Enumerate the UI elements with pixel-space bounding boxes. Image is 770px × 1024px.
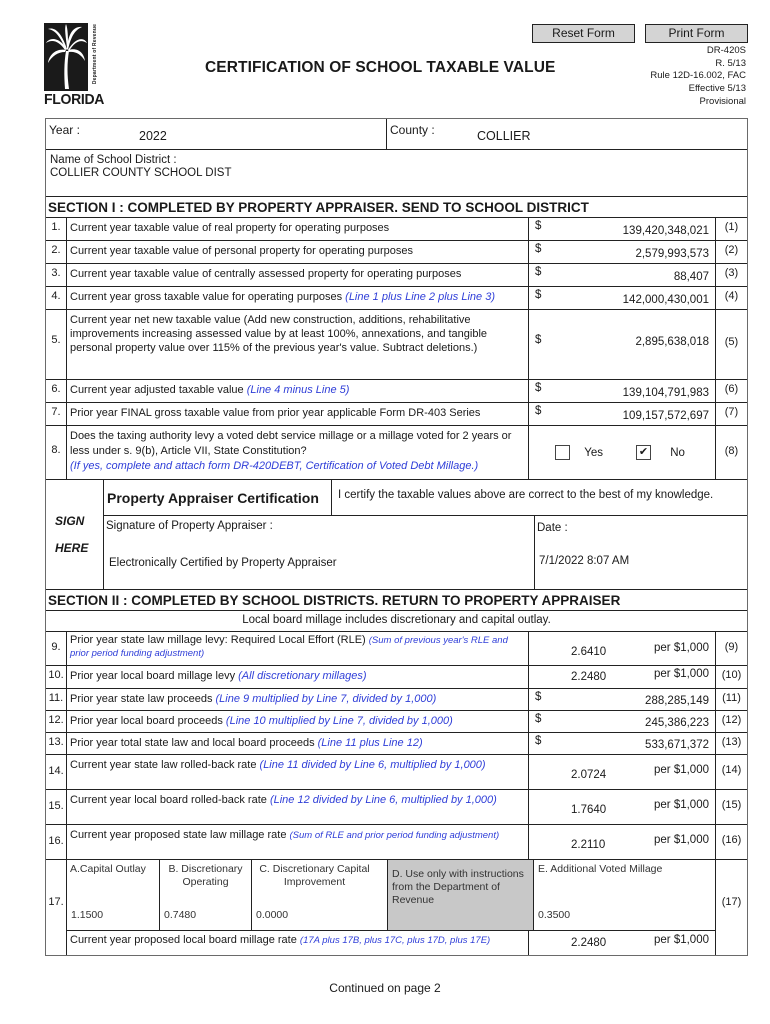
line-number: 1. xyxy=(51,221,61,233)
line-17-total-field[interactable]: 2.2480 per $1,000 xyxy=(528,931,715,955)
line-1-value-field[interactable]: $ 139,420,348,021 xyxy=(528,218,715,240)
voted-debt-choice xyxy=(528,426,715,479)
line-description: Current year taxable value of real property for operating purposes xyxy=(66,218,528,240)
year-label: Year : xyxy=(49,123,80,137)
form-rule: Rule 12D-16.002, FAC xyxy=(650,70,746,82)
line-description: Prior year state law proceeds (Line 9 multiplied by Line 7, divided by 1,000) xyxy=(66,689,528,710)
line-16-row xyxy=(46,825,747,860)
district-label: Name of School District : xyxy=(50,154,177,166)
line-number: 7. xyxy=(51,406,61,418)
line-number: 11. xyxy=(48,692,64,704)
line-number: 15. xyxy=(48,800,64,812)
line-15-value-field[interactable]: 1.7640 per $1,000 xyxy=(528,790,715,824)
line-ref: (5) xyxy=(715,310,747,379)
line-number: 14. xyxy=(48,765,64,777)
yes-option[interactable]: Yes xyxy=(555,445,603,460)
reset-form-button[interactable]: Reset Form xyxy=(532,24,635,43)
section-1-heading: SECTION I : COMPLETED BY PROPERTY APPRAISER. SEND TO SCHOOL DISTRICT xyxy=(46,197,747,218)
line-number: 10. xyxy=(48,669,64,681)
line-number: 6. xyxy=(51,383,61,395)
line-17-total-description: Current year proposed local board millage rate (17A plus 17B, plus 17C, plus 17D, plus 17E) xyxy=(70,934,491,946)
florida-dor-logo xyxy=(44,23,105,108)
line-ref: (6) xyxy=(715,380,747,402)
line-ref: (17) xyxy=(715,860,747,955)
line-ref: (14) xyxy=(715,755,747,789)
school-district-field[interactable] xyxy=(46,150,747,197)
line-2-value-field[interactable]: $ 2,579,993,573 xyxy=(528,241,715,263)
form-number: DR-420S xyxy=(706,45,746,56)
line-description: Prior year total state law and local board proceeds (Line 11 plus Line 12) xyxy=(66,733,528,754)
line-ref: (1) xyxy=(715,218,747,240)
line-5-row xyxy=(46,310,747,380)
line-ref: (7) xyxy=(715,403,747,425)
line-ref: (16) xyxy=(715,825,747,859)
section-2-note: Local board millage includes discretionary and capital outlay. xyxy=(46,611,747,632)
line-14-value-field[interactable]: 2.0724 per $1,000 xyxy=(528,755,715,789)
discretionary-capital-value: 0.0000 xyxy=(256,909,289,921)
line-10-value-field[interactable]: 2.2480 per $1,000 xyxy=(528,666,715,688)
line-description: Does the taxing authority levy a voted debt service millage or a millage voted for 2 years or less under s. 9(b), Article VII, State Constitution? (If yes, complete and attach form DR-420DEBT, Certification of Voted Debt Millage.) xyxy=(66,426,528,479)
print-form-button[interactable]: Print Form xyxy=(645,24,748,43)
line-ref: (15) xyxy=(715,790,747,824)
line-14-row xyxy=(46,755,747,790)
line-description: Current year gross taxable value for operating purposes (Line 1 plus Line 2 plus Line 3) xyxy=(66,287,528,309)
line-7-row xyxy=(46,403,747,426)
line-4-value-field[interactable]: $ 142,000,430,001 xyxy=(528,287,715,309)
line-8-row xyxy=(46,426,747,480)
line-description: Current year net new taxable value (Add new construction, additions, rehabilitative improvements increasing assessed value by at least 100%, annexations, and tangible personal property value over 115% of the previous year's value. Subtract deletions.) xyxy=(66,310,528,379)
sign-here-label: SIGN HERE xyxy=(55,514,89,555)
line-ref: (9) xyxy=(715,632,747,665)
line-number: 5. xyxy=(51,334,61,346)
dor-only-field: D. Use only with instructions from the Department of Revenue xyxy=(387,860,533,930)
line-number: 17. xyxy=(48,896,64,908)
county-label: County : xyxy=(390,123,435,137)
line-ref: (8) xyxy=(715,426,747,479)
line-description: Current year local board rolled-back rate (Line 12 divided by Line 6, multiplied by 1,000) xyxy=(66,790,528,824)
line-description: Prior year local board millage levy (All discretionary millages) xyxy=(66,666,528,688)
additional-voted-millage-value: 0.3500 xyxy=(538,909,571,921)
line-11-value-field[interactable]: $ 288,285,149 xyxy=(528,689,715,710)
line-7-value-field[interactable]: $ 109,157,572,697 xyxy=(528,403,715,425)
discretionary-capital-field[interactable]: C. Discretionary Capital Improvement 0.0000 xyxy=(251,860,387,930)
form-id-block xyxy=(650,45,746,109)
line-description: Prior year state law millage levy: Required Local Effort (RLE) (Sum of previous year's RLE and prior period funding adjustment) xyxy=(66,632,528,665)
line-13-row xyxy=(46,733,747,755)
yes-checkbox[interactable] xyxy=(555,445,570,460)
line-12-row xyxy=(46,711,747,733)
continued-note: Continued on page 2 xyxy=(329,981,441,995)
line-ref: (4) xyxy=(715,287,747,309)
date-label: Date : xyxy=(537,522,568,534)
capital-outlay-value: 1.1500 xyxy=(71,909,104,921)
line-15-row xyxy=(46,790,747,825)
county-value: COLLIER xyxy=(477,129,531,143)
line-description: Current year taxable value of personal property for operating purposes xyxy=(66,241,528,263)
certification-block xyxy=(46,480,747,590)
line-ref: (11) xyxy=(715,689,747,710)
certification-content xyxy=(103,480,747,589)
line-6-row xyxy=(46,380,747,403)
line-9-row xyxy=(46,632,747,666)
form-status: Provisional xyxy=(699,95,746,107)
discretionary-operating-field[interactable]: B. Discretionary Operating 0.7480 xyxy=(159,860,251,930)
line-description: Current year adjusted taxable value (Line 4 minus Line 5) xyxy=(66,380,528,402)
county-field[interactable] xyxy=(386,119,747,149)
no-option[interactable]: ✔ No xyxy=(636,445,685,460)
line-3-value-field[interactable]: $ 88,407 xyxy=(528,264,715,286)
section-2-heading: SECTION II : COMPLETED BY SCHOOL DISTRICTS. RETURN TO PROPERTY APPRAISER xyxy=(46,590,747,611)
line-ref: (2) xyxy=(715,241,747,263)
line-description: Current year taxable value of centrally assessed property for operating purposes xyxy=(66,264,528,286)
line-17-content xyxy=(66,860,715,955)
line-16-value-field[interactable]: 2.2110 per $1,000 xyxy=(528,825,715,859)
line-ref: (3) xyxy=(715,264,747,286)
line-number: 2. xyxy=(51,244,61,256)
signature-label: Signature of Property Appraiser : xyxy=(106,520,273,532)
certification-form xyxy=(45,118,748,956)
page-title: CERTIFICATION OF SCHOOL TAXABLE VALUE xyxy=(205,59,556,76)
line-3-row xyxy=(46,264,747,287)
line-number: 12. xyxy=(48,714,64,726)
line-description: Current year proposed state law millage rate (Sum of RLE and prior period funding adjustment) xyxy=(66,825,528,859)
line-number: 4. xyxy=(51,290,61,302)
additional-voted-millage-field[interactable]: E. Additional Voted Millage 0.3500 xyxy=(533,860,715,930)
line-4-row xyxy=(46,287,747,310)
line-ref: (12) xyxy=(715,711,747,732)
year-field[interactable] xyxy=(46,119,386,149)
line-description: Prior year FINAL gross taxable value from prior year applicable Form DR-403 Series xyxy=(66,403,528,425)
line-1-row xyxy=(46,218,747,241)
form-effective: Effective 5/13 xyxy=(688,83,746,95)
line-number: 16. xyxy=(48,835,64,847)
signature-field[interactable] xyxy=(104,516,534,589)
certification-statement: I certify the taxable values above are correct to the best of my knowledge. xyxy=(331,480,747,515)
line-number: 13. xyxy=(48,736,64,748)
no-checkbox[interactable] xyxy=(636,445,651,460)
line-number: 9. xyxy=(51,641,61,653)
district-value: COLLIER COUNTY SCHOOL DIST xyxy=(50,167,232,179)
line-13-value-field[interactable]: $ 533,671,372 xyxy=(528,733,715,754)
line-ref: (13) xyxy=(715,733,747,754)
line-number: 8. xyxy=(51,444,61,456)
line-ref: (10) xyxy=(715,666,747,688)
line-description: Prior year local board proceeds (Line 10 multiplied by Line 7, divided by 1,000) xyxy=(66,711,528,732)
line-12-value-field[interactable]: $ 245,386,223 xyxy=(528,711,715,732)
logo-state-text: FLORIDA xyxy=(44,90,105,108)
capital-outlay-field[interactable]: A.Capital Outlay 1.1500 xyxy=(70,863,146,921)
line-2-row xyxy=(46,241,747,264)
year-value: 2022 xyxy=(139,129,167,143)
line-9-value-field[interactable]: 2.6410 per $1,000 xyxy=(528,632,715,665)
line-description: Current year state law rolled-back rate (Line 11 divided by Line 6, multiplied by 1,000) xyxy=(66,755,528,789)
line-5-value-field[interactable]: $ 2,895,638,018 xyxy=(528,310,715,379)
form-revision: R. 5/13 xyxy=(715,57,746,69)
date-value: 7/1/2022 8:07 AM xyxy=(539,555,630,567)
line-11-row xyxy=(46,689,747,711)
logo-agency-text: Department of Revenue xyxy=(92,23,98,85)
year-county-row xyxy=(46,119,747,150)
certification-title: Property Appraiser Certification xyxy=(107,490,319,506)
date-field[interactable] xyxy=(534,516,747,589)
line-number: 3. xyxy=(51,267,61,279)
discretionary-operating-value: 0.7480 xyxy=(164,909,197,921)
line-10-row xyxy=(46,666,747,689)
palm-tree-icon xyxy=(44,23,88,91)
line-17-row xyxy=(46,860,747,955)
check-icon: ✔ xyxy=(638,446,649,458)
signature-value: Electronically Certified by Property Appraiser xyxy=(109,557,337,569)
line-6-value-field[interactable]: $ 139,104,791,983 xyxy=(528,380,715,402)
